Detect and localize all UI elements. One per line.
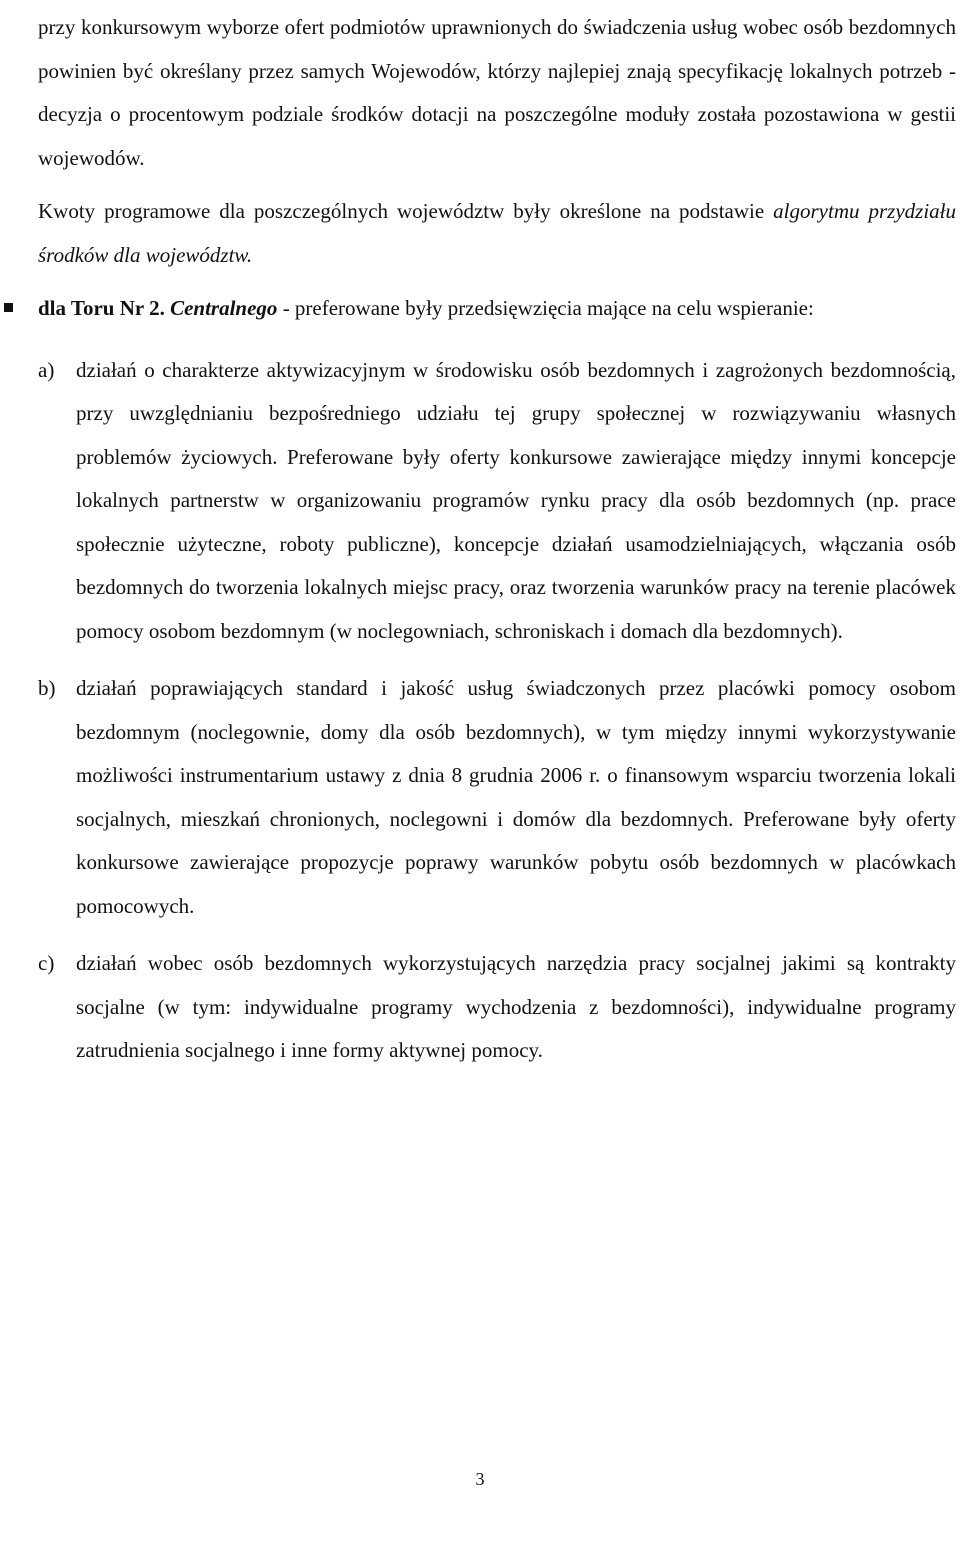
- bullet-bold-text: dla Toru Nr 2.: [38, 296, 165, 320]
- list-item: [38, 942, 956, 1073]
- list-item: [38, 349, 956, 654]
- list-item-label: b): [38, 676, 56, 700]
- quota-paragraph: [38, 190, 956, 277]
- list-item-label: a): [38, 357, 55, 382]
- item-list: [38, 349, 956, 1073]
- page-number: 3: [475, 1469, 485, 1489]
- intro-paragraph: przy konkursowym wyborze ofert podmiotów uprawnionych do świadczenia usług wobec osób bezdomnych powinien być określany przez samych Wojewodów, którzy najlepiej znają specyfikację lokalnych potrzeb - decyzja o procentowym podziale środków dotacji na poszczególne moduły została pozostawiona w gestii wojewodów.: [38, 15, 956, 170]
- list-item-text: działań o charakterze aktywizacyjnym w środowisku osób bezdomnych i zagrożonych bezdomnością, przy uwzględnianiu bezpośredniego udziału tej grupy społecznej w rozwiązywaniu własnych problemów życiowych. Preferowane były oferty konkursowe zawierające między innymi koncepcje lokalnych partnerstw w organizowaniu programów rynku pracy dla osób bezdomnych (np. prace społecznie użyteczne, roboty publiczne), koncepcje działań usamodzielniających, włączania osób bezdomnych do tworzenia lokalnych miejsc pracy, oraz tworzenia warunków pracy na terenie placówek pomocy osobom bezdomnym (w noclegowniach, schroniskach i domach dla bezdomnych).: [76, 357, 956, 643]
- document-page: [38, 6, 956, 1087]
- list-item: [38, 667, 956, 928]
- list-item-text: działań poprawiających standard i jakość usług świadczonych przez placówki pomocy osobom bezdomnym (noclegownie, domy dla osób bezdomnych), w tym między innymi wykorzystywanie możliwości instrumentarium ustawy z dnia 8 grudnia 2006 r. o finansowym wsparciu tworzenia lokali socjalnych, mieszkań chronionych, noclegowni i domów dla bezdomnych. Preferowane były oferty konkursowe zawierające propozycje poprawy warunków pobytu osób bezdomnych w placówkach pomocowych.: [76, 676, 956, 918]
- square-bullet-icon: [4, 303, 13, 312]
- list-item-text: działań wobec osób bezdomnych wykorzystujących narzędzia pracy socjalnej jakimi są kontrakty socjalne (w tym: indywidualne programy wychodzenia z bezdomności), indywidualne programy zatrudnienia socjalnego i inne formy aktywnej pomocy.: [76, 951, 956, 1062]
- quota-text: Kwoty programowe dla poszczególnych województw były określone na podstawie: [38, 199, 765, 223]
- bullet-rest-text: - preferowane były przedsięwzięcia mające na celu wspieranie:: [277, 296, 814, 320]
- bullet-paragraph: [38, 287, 956, 331]
- bullet-italic-text: Centralnego: [170, 296, 278, 320]
- quota-italic-text: algorytmu przydziału środków dla województw.: [38, 199, 956, 267]
- list-item-label: c): [38, 951, 55, 975]
